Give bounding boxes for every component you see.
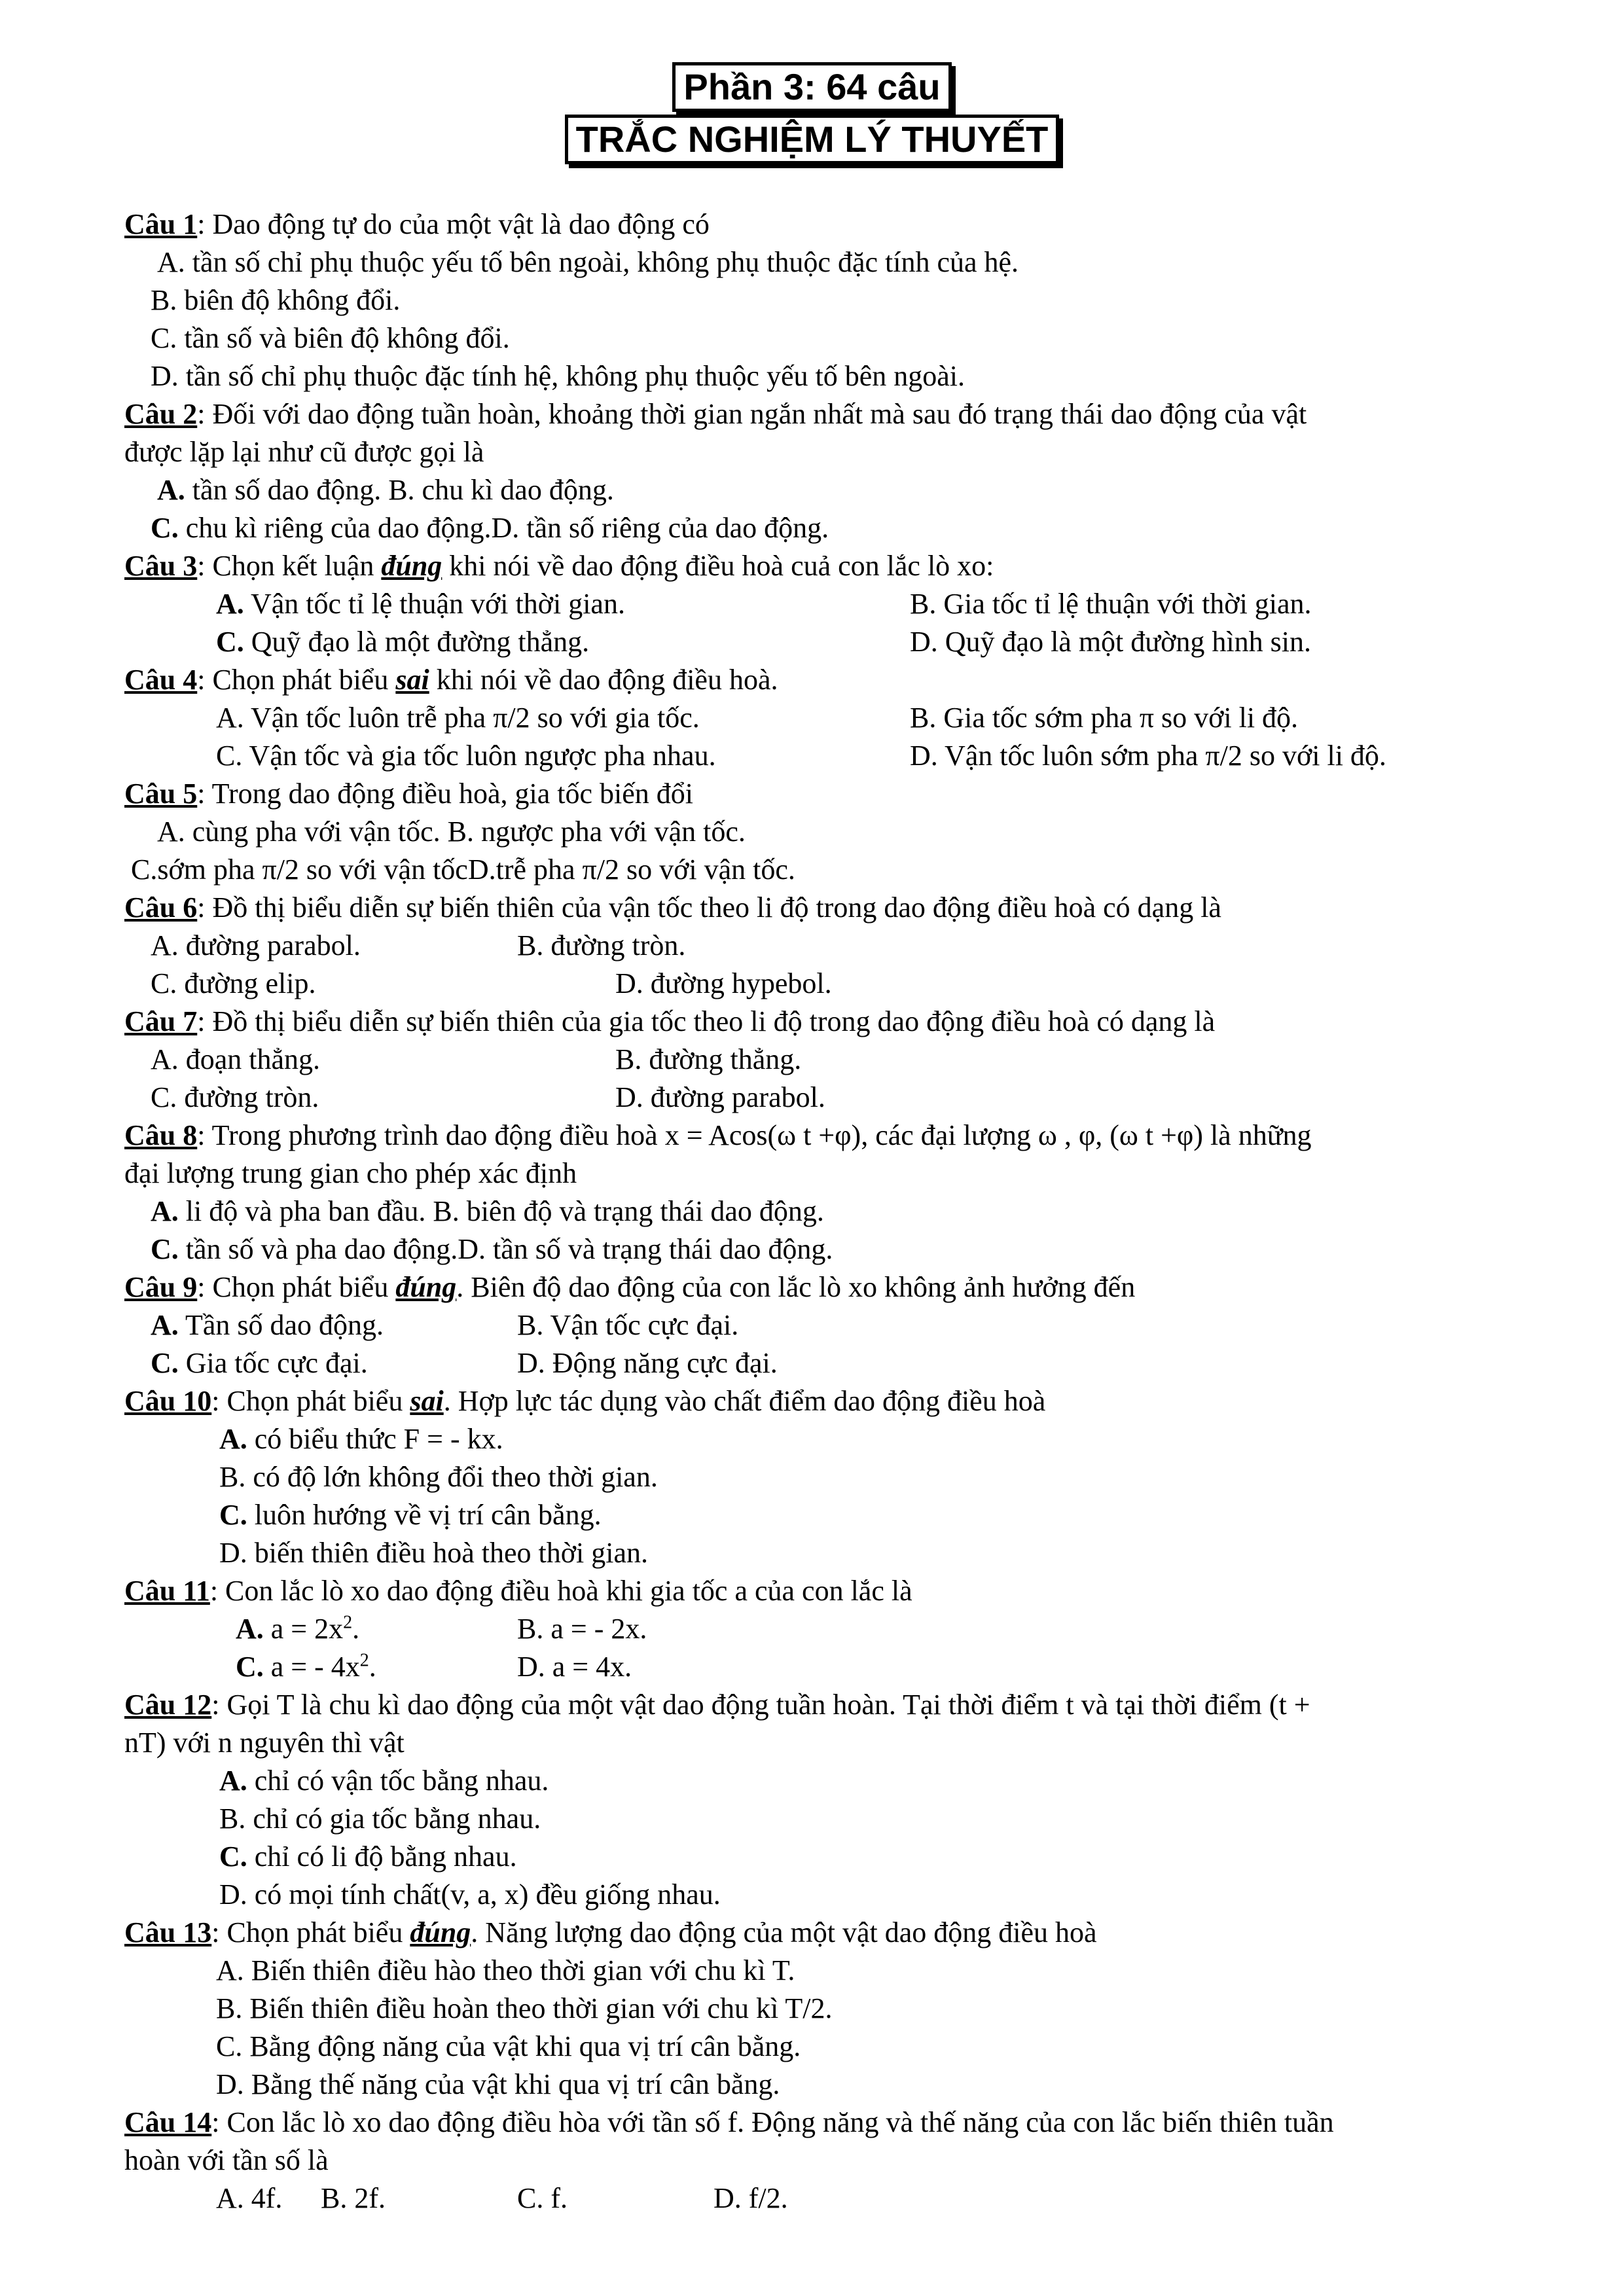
option-a: A. đoạn thẳng.: [151, 1043, 321, 1075]
question-text-cont: đại lượng trung gian cho phép xác định: [124, 1157, 577, 1189]
question-text-cont: nT) với n nguyên thì vật: [124, 1727, 405, 1759]
option-a: A. Biến thiên điều hào theo thời gian với chu kì T.: [216, 1954, 795, 1986]
option-d: D. biến thiên điều hoà theo thời gian.: [219, 1537, 649, 1569]
question-9: Câu 9: Chọn phát biểu đúng. Biên độ dao động của con lắc lò xo không ảnh hưởng đến: [124, 1271, 1136, 1303]
option-b: B. chỉ có gia tốc bằng nhau.: [219, 1803, 541, 1835]
option-a: A. đường parabol.: [151, 929, 361, 961]
option-d: D. Bằng thế năng của vật khi qua vị trí cân bằng.: [216, 2068, 780, 2100]
question-6: Câu 6: Đồ thị biểu diễn sự biến thiên của vận tốc theo li độ trong dao động điều hoà có dạng là: [124, 891, 1221, 924]
option-a: A. tần số dao động. B. chu kì dao động.: [157, 474, 614, 506]
option-a: A. tần số chỉ phụ thuộc yếu tố bên ngoài, không phụ thuộc đặc tính của hệ.: [157, 246, 1019, 278]
option-a: A. cùng pha với vận tốc. B. ngược pha với vận tốc.: [157, 816, 746, 848]
question-3: Câu 3: Chọn kết luận đúng khi nói về dao động điều hoà cuả con lắc lò xo:: [124, 550, 994, 582]
question-10: Câu 10: Chọn phát biểu sai. Hợp lực tác dụng vào chất điểm dao động điều hoà: [124, 1385, 1046, 1417]
question-11: Câu 11: Con lắc lò xo dao động điều hoà khi gia tốc a của con lắc là: [124, 1575, 912, 1607]
option-b: B. Gia tốc sớm pha π so với li độ.: [910, 702, 1299, 734]
question-text: : Đối với dao động tuần hoàn, khoảng thời gian ngắn nhất mà sau đó trạng thái dao động của vật: [197, 398, 1307, 430]
option-c: C.sớm pha π/2 so với vận tốcD.trễ pha π/2 so với vận tốc.: [131, 853, 795, 886]
question-5: Câu 5: Trong dao động điều hoà, gia tốc biến đổi: [124, 778, 693, 810]
option-d: D. Động năng cực đại.: [517, 1347, 778, 1379]
option-b: B. a = - 2x.: [517, 1613, 647, 1645]
question-13: Câu 13: Chọn phát biểu đúng. Năng lượng dao động của một vật dao động điều hoà: [124, 1916, 1097, 1948]
option-a: A. chỉ có vận tốc bằng nhau.: [219, 1765, 549, 1797]
option-d: D. đường hypebol.: [615, 967, 832, 999]
option-b: B. đường tròn.: [517, 929, 686, 961]
option-a: A. $a = 2x^2$.: [236, 1612, 360, 1645]
option-c: C. chu kì riêng của dao động.D. tần số riêng của dao động.: [151, 512, 829, 544]
option-c: C. đường tròn.: [151, 1081, 319, 1113]
option-a: A. Vận tốc tỉ lệ thuận với thời gian.: [216, 588, 625, 620]
question-text: : Dao động tự do của một vật là dao động có: [197, 208, 710, 240]
option-b: B. biên độ không đổi.: [151, 284, 401, 316]
option-b: B. Biến thiên điều hoàn theo thời gian với chu kì T/2.: [216, 1992, 833, 2024]
option-b: B. Vận tốc cực đại.: [517, 1309, 739, 1341]
page-subtitle: TRẮC NGHIỆM LÝ THUYẾT: [565, 115, 1060, 164]
option-a: A. 4f.: [216, 2182, 283, 2214]
option-c: C. tần số và pha dao động.D. tần số và trạng thái dao động.: [151, 1233, 833, 1265]
option-d: D. f/2.: [713, 2182, 788, 2214]
option-a: A. Tần số dao động.: [151, 1309, 384, 1341]
question-label: Câu 2: [124, 398, 198, 430]
option-c: C. đường elip.: [151, 967, 316, 999]
option-d: D. a = 4x.: [517, 1651, 632, 1683]
question-1: [124, 206, 1624, 243]
option-c: C. Bằng động năng của vật khi qua vị trí cân bằng.: [216, 2030, 801, 2062]
option-c: C. chỉ có li độ bằng nhau.: [219, 1840, 517, 1873]
option-d: D. Quỹ đạo là một đường hình sin.: [910, 626, 1311, 658]
question-2: [124, 395, 1624, 433]
option-a: A. li độ và pha ban đầu. B. biên độ và trạng thái dao động.: [151, 1195, 824, 1227]
option-c: C. Vận tốc và gia tốc luôn ngược pha nhau.: [216, 740, 716, 772]
option-c: C. Gia tốc cực đại.: [151, 1347, 368, 1379]
option-a: A. Vận tốc luôn trễ pha π/2 so với gia tốc.: [216, 702, 700, 734]
option-d: D. Vận tốc luôn sớm pha π/2 so với li độ.: [910, 740, 1386, 772]
option-b: B. Gia tốc tỉ lệ thuận với thời gian.: [910, 588, 1312, 620]
page-title: Phần 3: 64 câu: [672, 62, 951, 112]
question-text-cont: được lặp lại như cũ được gọi là: [124, 436, 484, 468]
option-c: C. a = - $4x^2$.: [236, 1650, 376, 1683]
question-text-cont: hoàn với tần số là: [124, 2144, 329, 2176]
question-4: Câu 4: Chọn phát biểu sai khi nói về dao động điều hoà.: [124, 664, 778, 696]
question-12: Câu 12: Gọi T là chu kì dao động của một vật dao động tuần hoàn. Tại thời điểm t và tại thời điểm (t +: [124, 1689, 1310, 1721]
option-b: B. 2f.: [321, 2182, 386, 2214]
question-14: Câu 14: Con lắc lò xo dao động điều hòa với tần số f. Động năng và thế năng của con lắc biến thiên tuần: [124, 2106, 1334, 2138]
option-d: D. đường parabol.: [615, 1081, 825, 1113]
question-label: Câu 1: [124, 208, 198, 240]
option-d: D. tần số chỉ phụ thuộc đặc tính hệ, không phụ thuộc yếu tố bên ngoài.: [151, 360, 965, 392]
option-d: D. có mọi tính chất(v, a, x) đều giống nhau.: [219, 1878, 721, 1910]
option-b: B. có độ lớn không đổi theo thời gian.: [219, 1461, 658, 1493]
option-c: C. f.: [517, 2182, 568, 2214]
option-a: A. có biểu thức F = - kx.: [219, 1423, 503, 1455]
question-8: Câu 8: Trong phương trình dao động điều hoà x = Acos(ω t +φ), các đại lượng ω , φ, (ω t +φ) là những: [124, 1119, 1312, 1151]
option-c: C. luôn hướng về vị trí cân bằng.: [219, 1499, 602, 1531]
option-c: C. tần số và biên độ không đổi.: [151, 322, 510, 354]
option-b: B. đường thẳng.: [615, 1043, 802, 1075]
option-c: C. Quỹ đạo là một đường thẳng.: [216, 626, 590, 658]
question-7: Câu 7: Đồ thị biểu diễn sự biến thiên của gia tốc theo li độ trong dao động điều hoà có dạng là: [124, 1005, 1216, 1037]
